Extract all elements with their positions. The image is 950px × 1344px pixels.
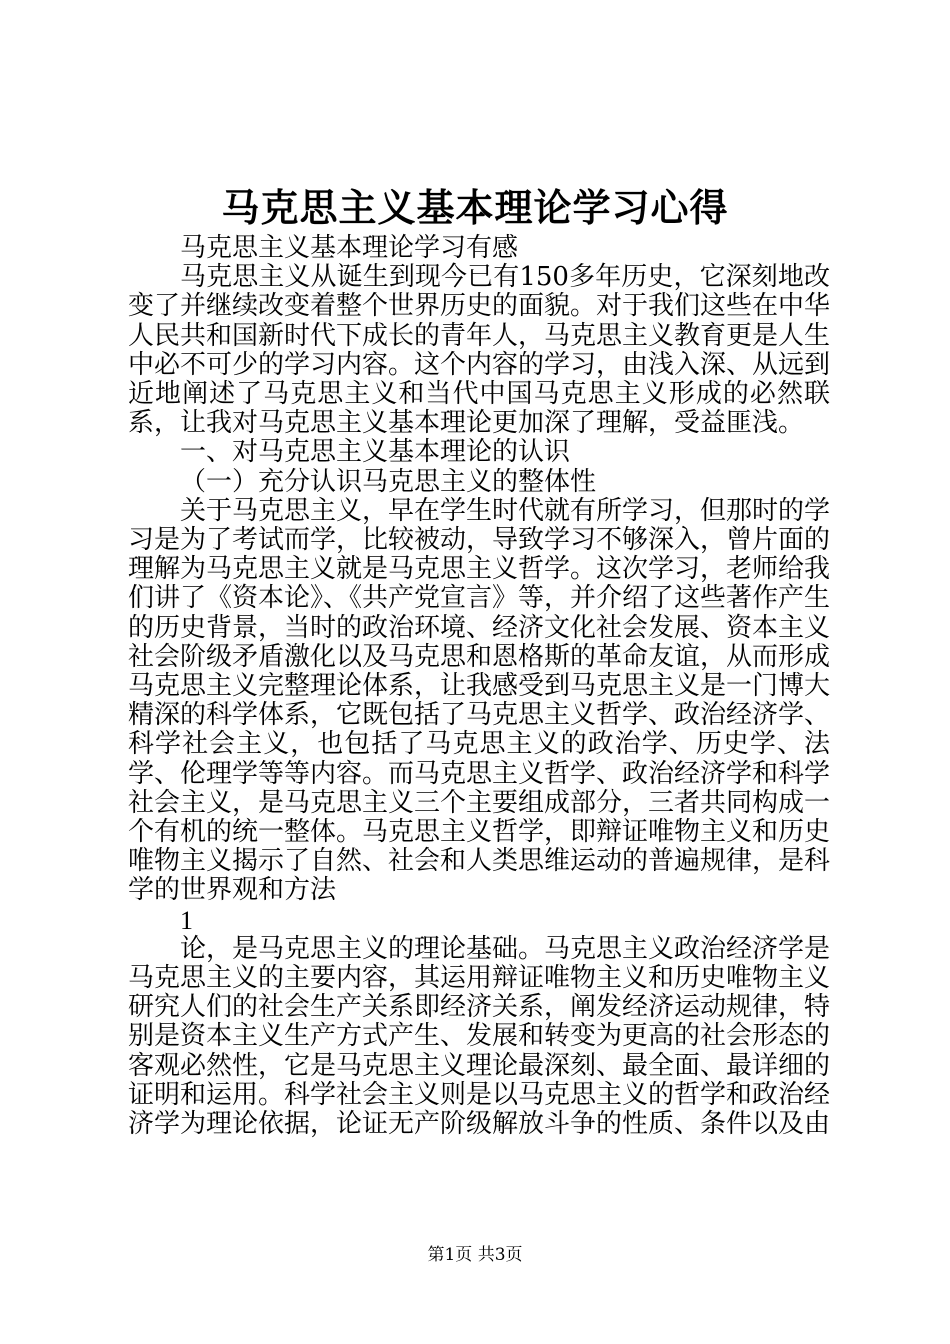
- document-title: 马克思主义基本理论学习心得: [221, 185, 729, 230]
- paragraph-integrity: 关于马克思主义，早在学生时代就有所学习，但那时的学习是为了考试而学，比较被动，导致学习不够深入，曾片面的理解为马克思主义就是马克思主义哲学。这次学习，老师给我们讲了《资本论》、《共产党宣言》等，并介绍了这些著作产生的历史背景，当时的政治环境、经济文化社会发展、资本主义社会阶级矛盾激化以及马克思和恩格斯的革命友谊，从而形成马克思主义完整理论体系，让我感受到马克思主义是一门博大精深的科学体系，它既包括了马克思主义哲学、政治经济学、科学社会主义，也包括了马克思主义的政治学、历史学、法学、伦理学等等内容。而马克思主义哲学、政治经济学和科学社会主义，是马克思主义三个主要组成部分，三者共同构成一个有机的统一整体。马克思主义哲学，即辩证唯物主义和历史唯物主义揭示了自然、社会和人类思维运动的普遍规律，是科学的世界观和方法: [128, 495, 831, 906]
- paragraph-continuation: 论，是马克思主义的理论基础。马克思主义政治经济学是马克思主义的主要内容，其运用辩证唯物主义和历史唯物主义研究人们的社会生产关系即经济关系，阐发经济运动规律，特别是资本主义生产方式产生、发展和转变为更高的社会形态的客观必然性，它是马克思主义理论最深刻、最全面、最详细的证明和运用。科学社会主义则是以马克思主义的哲学和政治经济学为理论依据，论证无产阶级解放斗争的性质、条件以及由: [128, 933, 831, 1140]
- subsection-heading-1: （一）充分认识马克思主义的整体性: [180, 466, 597, 497]
- paragraph-intro: 马克思主义从诞生到现今已有150多年历史，它深刻地改变了并继续改变着整个世界历史的面貌。对于我们这些在中华人民共和国新时代下成长的青年人，马克思主义教育更是人生中必不可少的学习内容。这个内容的学习，由浅入深、从远到近地阐述了马克思主义和当代中国马克思主义形成的必然联系，让我对马克思主义基本理论更加深了理解，受益匪浅。: [128, 262, 831, 439]
- section-heading-1: 一、对马克思主义基本理论的认识: [180, 437, 571, 468]
- page-footer: 第1页 共3页: [427, 1245, 523, 1265]
- inline-page-number: 1: [180, 905, 193, 935]
- document-subtitle: 马克思主义基本理论学习有感: [180, 233, 519, 263]
- document-body: [128, 234, 830, 1139]
